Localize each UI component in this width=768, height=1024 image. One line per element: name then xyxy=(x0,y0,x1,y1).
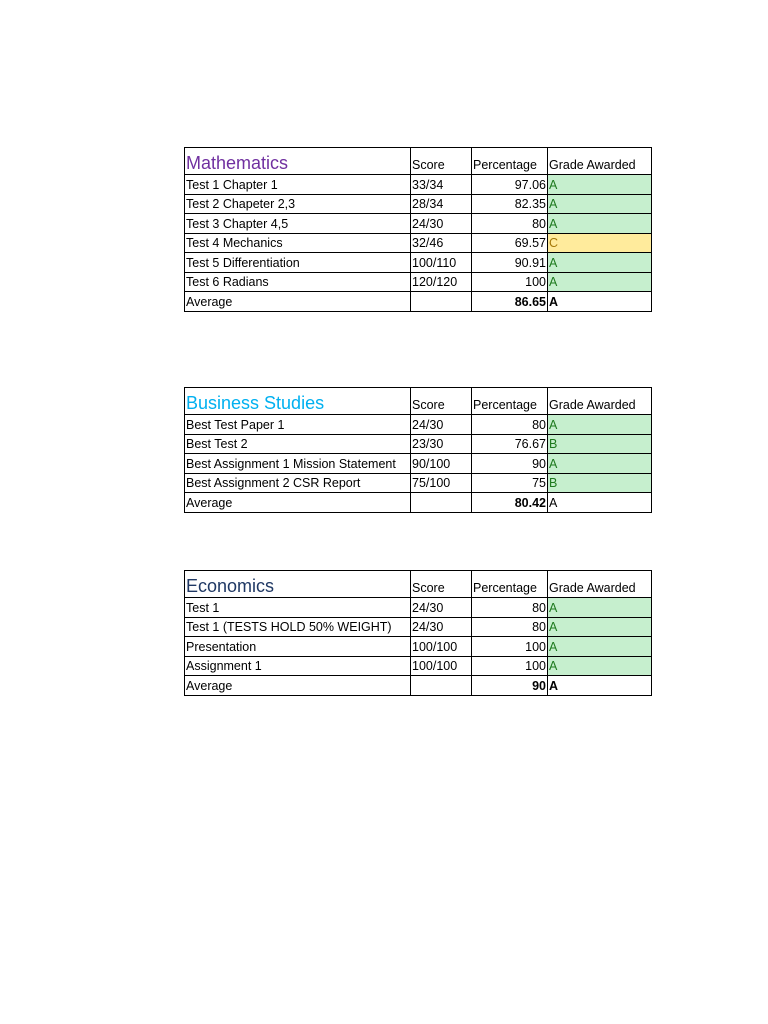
subject-title: Mathematics xyxy=(185,148,411,175)
grade-header: Grade Awarded xyxy=(548,388,652,415)
table-header-row xyxy=(185,148,652,175)
grade-cell: B xyxy=(548,473,652,493)
table-row xyxy=(185,656,652,676)
percentage-header: Percentage xyxy=(472,571,548,598)
score-header: Score xyxy=(411,148,472,175)
score-cell: 24/30 xyxy=(411,214,472,234)
percentage-cell: 100 xyxy=(472,637,548,657)
score-cell: 33/34 xyxy=(411,175,472,195)
subject-title: Economics xyxy=(185,571,411,598)
grade-header: Grade Awarded xyxy=(548,148,652,175)
table-row xyxy=(185,598,652,618)
average-score-cell xyxy=(411,292,472,312)
grade-cell: A xyxy=(548,253,652,273)
assessment-name: Best Assignment 1 Mission Statement xyxy=(185,454,411,474)
assessment-name: Test 1 (TESTS HOLD 50% WEIGHT) xyxy=(185,617,411,637)
assessment-name: Test 1 xyxy=(185,598,411,618)
score-header: Score xyxy=(411,388,472,415)
table-row xyxy=(185,434,652,454)
average-grade: A xyxy=(548,676,652,696)
score-cell: 24/30 xyxy=(411,415,472,435)
table-row xyxy=(185,233,652,253)
mathematics-table xyxy=(184,147,652,312)
percentage-cell: 100 xyxy=(472,272,548,292)
business-studies-table xyxy=(184,387,652,513)
assessment-name: Best Test 2 xyxy=(185,434,411,454)
score-cell: 24/30 xyxy=(411,617,472,637)
table-row xyxy=(185,415,652,435)
percentage-cell: 82.35 xyxy=(472,194,548,214)
average-label: Average xyxy=(185,493,411,513)
grade-cell: A xyxy=(548,598,652,618)
percentage-cell: 75 xyxy=(472,473,548,493)
percentage-cell: 90 xyxy=(472,454,548,474)
grade-cell: A xyxy=(548,637,652,657)
average-row xyxy=(185,676,652,696)
average-score-cell xyxy=(411,493,472,513)
grade-cell: A xyxy=(548,175,652,195)
grade-cell: A xyxy=(548,656,652,676)
table-header-row xyxy=(185,571,652,598)
score-cell: 23/30 xyxy=(411,434,472,454)
average-label: Average xyxy=(185,676,411,696)
grade-cell: A xyxy=(548,214,652,234)
average-score-cell xyxy=(411,676,472,696)
score-header: Score xyxy=(411,571,472,598)
assessment-name: Test 2 Chapeter 2,3 xyxy=(185,194,411,214)
assessment-name: Test 5 Differentiation xyxy=(185,253,411,273)
score-cell: 90/100 xyxy=(411,454,472,474)
percentage-cell: 97.06 xyxy=(472,175,548,195)
percentage-header: Percentage xyxy=(472,388,548,415)
score-cell: 100/100 xyxy=(411,656,472,676)
grade-cell: A xyxy=(548,454,652,474)
table-row xyxy=(185,617,652,637)
table-row xyxy=(185,454,652,474)
average-grade: A xyxy=(548,292,652,312)
percentage-cell: 69.57 xyxy=(472,233,548,253)
grade-cell: A xyxy=(548,272,652,292)
assessment-name: Presentation xyxy=(185,637,411,657)
average-row xyxy=(185,493,652,513)
assessment-name: Best Test Paper 1 xyxy=(185,415,411,435)
grade-cell: B xyxy=(548,434,652,454)
subject-title: Business Studies xyxy=(185,388,411,415)
table-header-row xyxy=(185,388,652,415)
assessment-name: Test 3 Chapter 4,5 xyxy=(185,214,411,234)
percentage-cell: 80 xyxy=(472,415,548,435)
economics-table xyxy=(184,570,652,696)
table-row xyxy=(185,253,652,273)
grade-cell: A xyxy=(548,415,652,435)
assessment-name: Test 4 Mechanics xyxy=(185,233,411,253)
assessment-name: Assignment 1 xyxy=(185,656,411,676)
table-row xyxy=(185,175,652,195)
score-cell: 28/34 xyxy=(411,194,472,214)
table-row xyxy=(185,272,652,292)
percentage-header: Percentage xyxy=(472,148,548,175)
score-cell: 100/110 xyxy=(411,253,472,273)
percentage-cell: 76.67 xyxy=(472,434,548,454)
average-label: Average xyxy=(185,292,411,312)
table-row xyxy=(185,473,652,493)
assessment-name: Test 1 Chapter 1 xyxy=(185,175,411,195)
score-cell: 120/120 xyxy=(411,272,472,292)
score-cell: 24/30 xyxy=(411,598,472,618)
score-cell: 75/100 xyxy=(411,473,472,493)
score-cell: 32/46 xyxy=(411,233,472,253)
percentage-cell: 80 xyxy=(472,214,548,234)
table-row xyxy=(185,214,652,234)
score-cell: 100/100 xyxy=(411,637,472,657)
percentage-cell: 80 xyxy=(472,617,548,637)
average-percentage: 86.65 xyxy=(472,292,548,312)
percentage-cell: 100 xyxy=(472,656,548,676)
average-grade: A xyxy=(548,493,652,513)
grade-header: Grade Awarded xyxy=(548,571,652,598)
grade-cell: A xyxy=(548,194,652,214)
percentage-cell: 90.91 xyxy=(472,253,548,273)
grade-cell: C xyxy=(548,233,652,253)
table-row xyxy=(185,194,652,214)
average-row xyxy=(185,292,652,312)
grade-cell: A xyxy=(548,617,652,637)
assessment-name: Best Assignment 2 CSR Report xyxy=(185,473,411,493)
average-percentage: 90 xyxy=(472,676,548,696)
percentage-cell: 80 xyxy=(472,598,548,618)
assessment-name: Test 6 Radians xyxy=(185,272,411,292)
table-row xyxy=(185,637,652,657)
average-percentage: 80.42 xyxy=(472,493,548,513)
